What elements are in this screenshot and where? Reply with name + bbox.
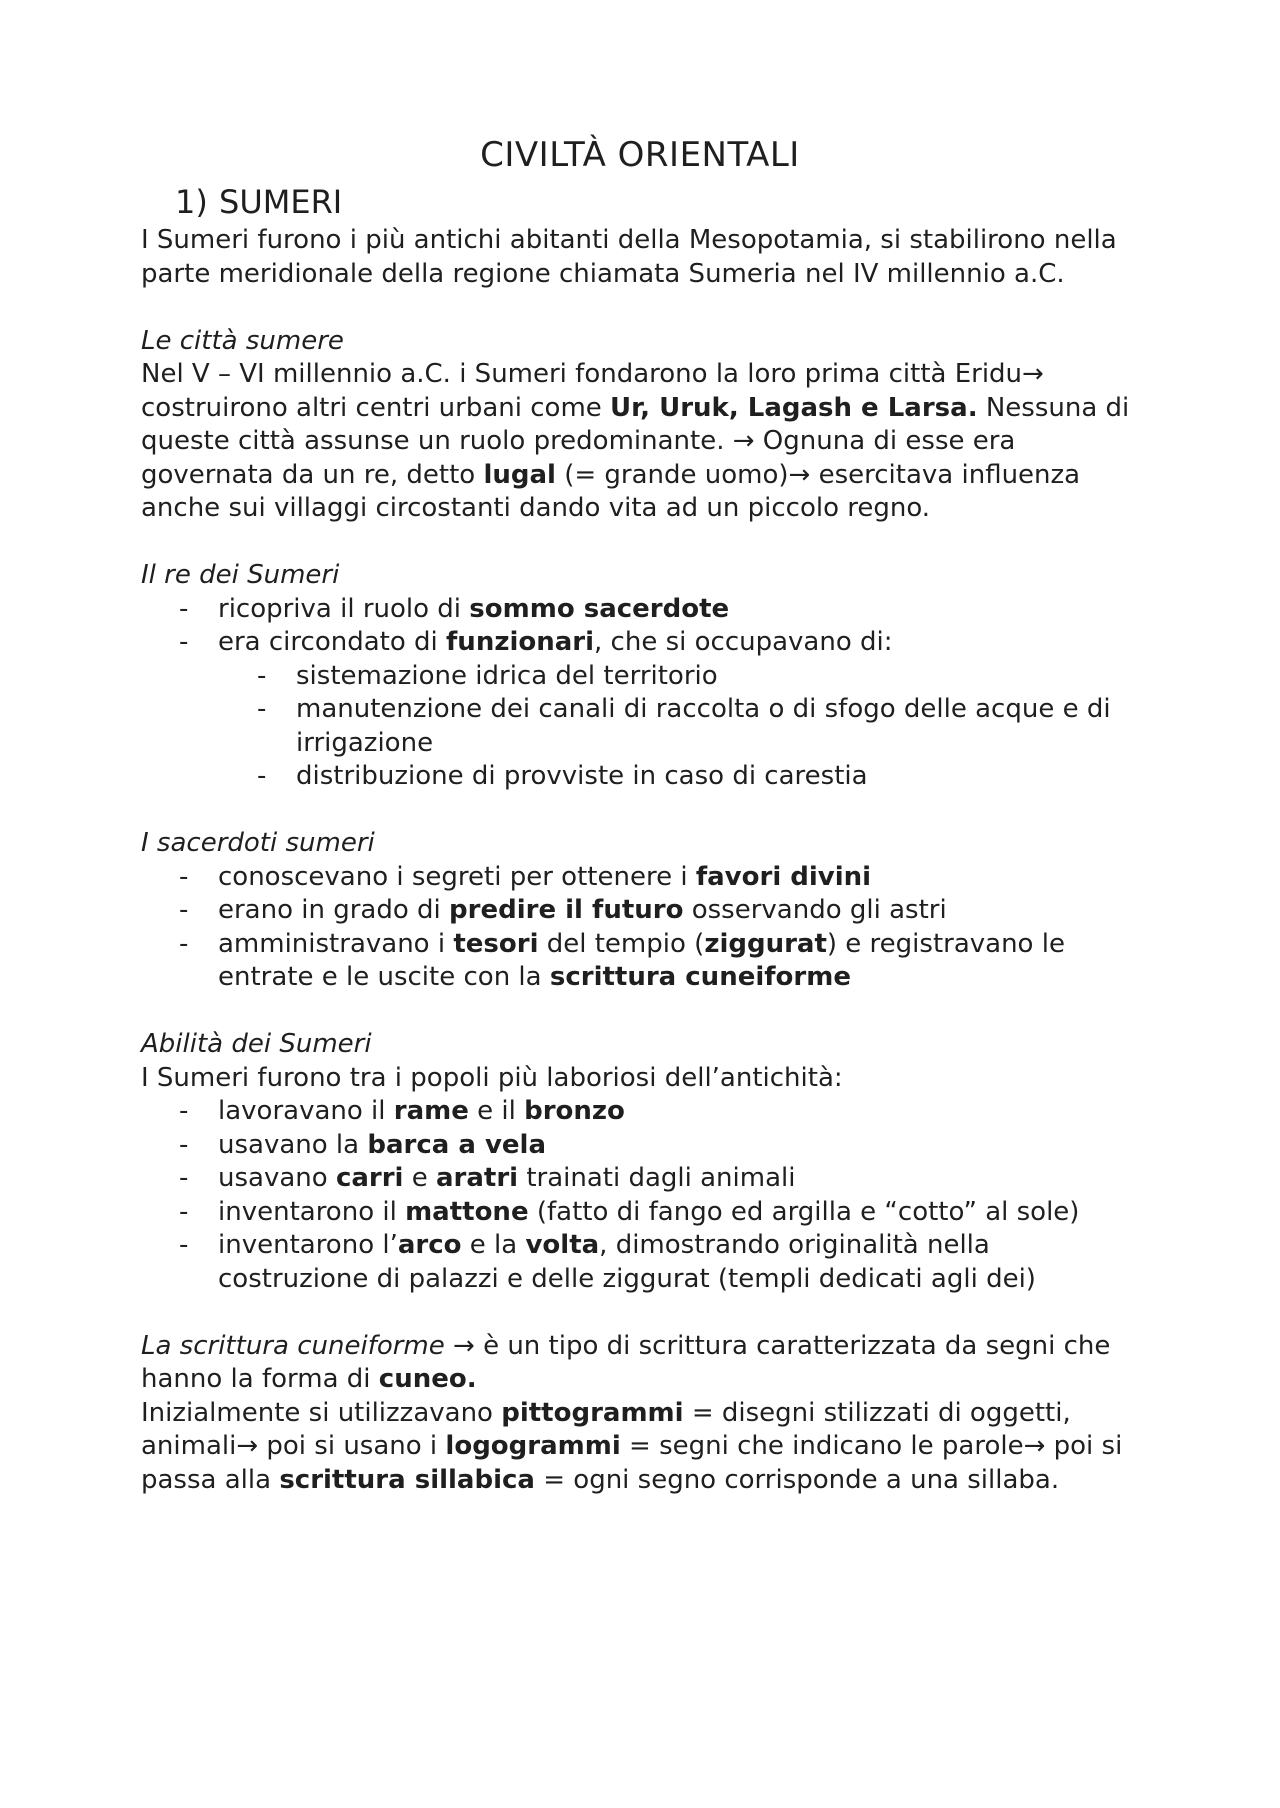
skills-item-1-c: e il bbox=[468, 1096, 525, 1126]
king-list bbox=[141, 593, 1141, 660]
intro-paragraph: I Sumeri furono i più antichi abitanti della Mesopotamia, si stabilirono nella parte meridionale della regione chiamata Sumeria nel IV millennio a.C. bbox=[141, 225, 1117, 289]
list-item bbox=[141, 928, 1141, 995]
priests-list bbox=[141, 861, 1141, 995]
list-item bbox=[141, 894, 1141, 928]
list-item: - sistemazione idrica del territorio bbox=[141, 660, 1141, 694]
list-item: - manutenzione dei canali di raccolta o di sfogo delle acque e di irrigazione bbox=[141, 693, 1141, 760]
priests-item-3-b: tesori bbox=[453, 928, 539, 959]
skills-item-5-e: , dimostrando originalità nella costruzione di palazzi e delle ziggurat (templi dedicati agli dei) bbox=[218, 1230, 1036, 1294]
skills-item-5-a: inventarono l’ bbox=[218, 1230, 398, 1260]
writing-bold-2: pittogrammi bbox=[501, 1397, 684, 1428]
priests-item-3-c: del tempio ( bbox=[538, 928, 705, 959]
skills-item-5-c: e la bbox=[461, 1230, 526, 1260]
skills-item-4-a: inventarono il bbox=[218, 1196, 406, 1227]
section-heading bbox=[175, 180, 1141, 224]
skills-item-1-d: bronzo bbox=[524, 1096, 625, 1126]
skills-item-2-a: usavano la bbox=[218, 1129, 368, 1160]
list-item bbox=[141, 626, 1141, 660]
priests-item-3-d: ziggurat bbox=[704, 928, 827, 959]
list-item bbox=[141, 861, 1141, 895]
writing-bold-1: cuneo. bbox=[378, 1364, 477, 1394]
priests-item-2-text-post: osservando gli astri bbox=[683, 895, 947, 925]
skills-item-5-b: arco bbox=[397, 1230, 462, 1260]
priests-item-1-text: conoscevano i segreti per ottenere i bbox=[218, 861, 696, 892]
cities-text-2: Nessuna di queste città assunse un ruolo predominante. → Ognuna di esse era governata da un re, detto bbox=[141, 392, 1130, 490]
list-item bbox=[141, 1229, 1141, 1296]
priests-item-1-bold: favori divini bbox=[695, 861, 872, 892]
writing-text-5: = ogni segno corrisponde a una sillaba. bbox=[534, 1464, 1060, 1495]
list-item bbox=[141, 593, 1141, 627]
priests-item-3-f: scrittura cuneiforme bbox=[549, 962, 851, 992]
priests-item-2-text: erano in grado di bbox=[218, 895, 450, 925]
priests-item-3-e: ) e registravano le entrate e le uscite con la bbox=[218, 928, 1065, 992]
section-number: 1) bbox=[175, 183, 208, 221]
skills-intro: I Sumeri furono tra i popoli più laboriosi dell’antichità: bbox=[141, 1062, 843, 1093]
cities-text-1: Nel V – VI millennio a.C. i Sumeri fondarono la loro prima città Eridu→ costruirono altri centri urbani come bbox=[141, 359, 1044, 423]
writing-text-2: Inizialmente si utilizzavano bbox=[141, 1397, 502, 1428]
writing-text-1: → è un tipo di scrittura caratterizzata da segni che hanno la forma di bbox=[141, 1330, 1111, 1394]
skills-item-3-d: aratri bbox=[435, 1163, 519, 1193]
document-title: CIVILTÀ ORIENTALI bbox=[480, 135, 800, 175]
skills-item-3-a: usavano bbox=[218, 1163, 336, 1193]
list-item bbox=[141, 1095, 1141, 1129]
list-item bbox=[141, 1162, 1141, 1196]
skills-item-2-b: barca a vela bbox=[367, 1129, 546, 1160]
priests-item-3-a: amministravano i bbox=[218, 928, 454, 959]
writing-bold-4: scrittura sillabica bbox=[279, 1464, 535, 1495]
king-subheading: Il re dei Sumeri bbox=[141, 560, 340, 590]
writing-text-3: = disegni stilizzati di oggetti, animali→ poi si usano i bbox=[141, 1397, 1071, 1461]
cities-bold-1: Ur, Uruk, Lagash e Larsa. bbox=[610, 392, 978, 423]
cities-paragraph bbox=[141, 358, 1141, 526]
king-item-1-text: ricopriva il ruolo di bbox=[218, 593, 470, 624]
priests-item-2-bold: predire il futuro bbox=[449, 895, 684, 925]
king-item-2-bold: funzionari bbox=[446, 627, 595, 657]
writing-bold-3: logogrammi bbox=[445, 1431, 621, 1461]
priests-subheading: I sacerdoti sumeri bbox=[141, 828, 375, 858]
document-body bbox=[141, 180, 1141, 1497]
skills-item-3-c: e bbox=[403, 1163, 436, 1193]
cities-subheading: Le città sumere bbox=[141, 325, 344, 356]
writing-paragraph-1 bbox=[141, 1330, 1141, 1397]
skills-item-4-c: (fatto di fango ed argilla e “cotto” al sole) bbox=[528, 1196, 1080, 1227]
writing-paragraph-2 bbox=[141, 1397, 1141, 1498]
list-item bbox=[141, 1196, 1141, 1230]
skills-item-5-d: volta bbox=[525, 1230, 600, 1260]
skills-item-3-e: trainati dagli animali bbox=[518, 1163, 796, 1193]
king-item-1-bold: sommo sacerdote bbox=[469, 593, 730, 624]
cities-text-3: (= grande uomo)→ esercitava influenza anche sui villaggi circostanti dando vita ad un piccolo regno. bbox=[141, 459, 1081, 523]
writing-subheading: La scrittura cuneiforme bbox=[141, 1330, 445, 1361]
skills-item-3-b: carri bbox=[335, 1163, 404, 1193]
skills-subheading: Abilità dei Sumeri bbox=[141, 1029, 372, 1059]
skills-item-1-a: lavoravano il bbox=[218, 1096, 394, 1126]
writing-text-4: = segni che indicano le parole→ poi si passa alla bbox=[141, 1431, 1123, 1495]
officials-list bbox=[141, 660, 1141, 794]
king-item-2-text-post: , che si occupavano di: bbox=[594, 627, 893, 657]
skills-list bbox=[141, 1095, 1141, 1296]
list-item bbox=[141, 1129, 1141, 1163]
list-item: - distribuzione di provviste in caso di carestia bbox=[141, 760, 1141, 794]
section-title: SUMERI bbox=[219, 183, 343, 221]
skills-item-4-b: mattone bbox=[405, 1196, 529, 1227]
king-item-2-text: era circondato di bbox=[218, 627, 446, 657]
skills-item-1-b: rame bbox=[393, 1096, 469, 1126]
cities-bold-2: lugal bbox=[483, 459, 556, 490]
